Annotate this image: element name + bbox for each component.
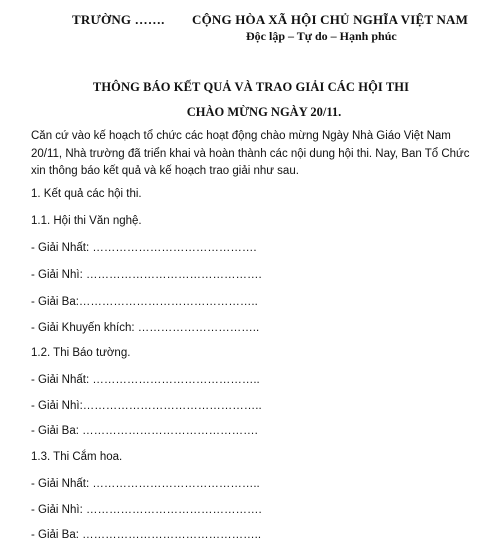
prize-line: - Giải Ba: ……………………………………….	[31, 425, 258, 437]
intro-paragraph: Căn cứ vào kế hoạch tổ chức các hoạt động chào mừng Ngày Nhà Giáo Việt Nam 20/11, Nhà trường đã triển khai và hoàn thành các nội dung hội thi. Nay, Ban Tổ Chức xin thông báo kết quả và kế hoạch trao giải như sau.	[31, 130, 470, 177]
prize-line: - Giải Nhì: ……………………………………….	[31, 504, 262, 516]
prize-line: - Giải Ba:………………………………………..	[31, 296, 258, 308]
document-title-line1: THÔNG BÁO KẾT QUẢ VÀ TRAO GIẢI CÁC HỘI THI	[92, 80, 410, 94]
national-motto: Độc lập – Tự do – Hạnh phúc	[246, 29, 397, 43]
prize-line: - Giải Nhất: ……………………………………..	[31, 374, 260, 386]
contest-title: 1.3. Thi Cắm hoa.	[31, 451, 123, 463]
contest-title: 1.2. Thi Báo tường.	[31, 347, 131, 359]
section-heading: 1. Kết quả các hội thi.	[31, 188, 142, 200]
national-title: CỘNG HÒA XÃ HỘI CHỦ NGHĨA VIỆT NAM	[192, 12, 469, 27]
school-name: TRƯỜNG …….	[72, 12, 165, 27]
document-title-line2: CHÀO MỪNG NGÀY 20/11.	[186, 105, 342, 119]
prize-line: - Giải Nhất: ……………………………………..	[31, 478, 260, 490]
prize-line: - Giải Khuyến khích: …………………………..	[31, 322, 260, 334]
prize-line: - Giải Nhất: …………………………………….	[31, 242, 257, 254]
prize-line: - Giải Nhì: ……………………………………….	[31, 269, 262, 281]
contest-title: 1.1. Hội thi Văn nghệ.	[31, 215, 142, 227]
prize-line: - Giải Ba: ………………………………………..	[31, 529, 262, 541]
prize-line: - Giải Nhì:………………………………………..	[31, 400, 262, 412]
